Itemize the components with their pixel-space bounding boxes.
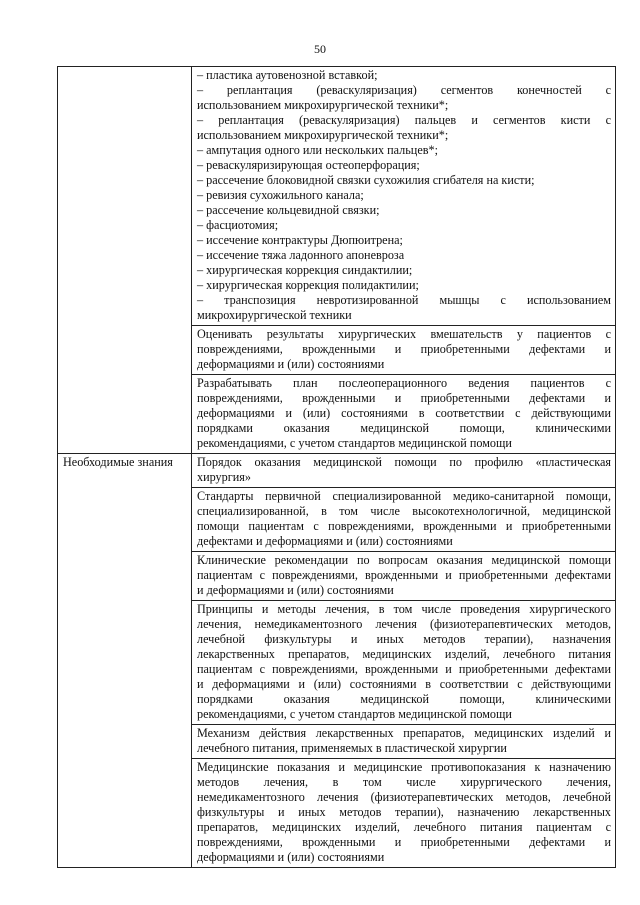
requirements-table <box>57 66 616 868</box>
text-line: – ревизия сухожильного канала; <box>197 188 364 202</box>
text-line: дефектами и деформациями и (или) состояниями <box>197 534 453 548</box>
content-cell <box>192 375 616 454</box>
table-body <box>58 67 616 868</box>
table-row <box>58 454 616 488</box>
text-line: – реваскуляризирующая остеоперфорация; <box>197 158 420 172</box>
text-line: лечебного питания, применяемых в пластической хирургии <box>197 741 507 755</box>
text-line: лекарственных препаратов, медицинских изделий, лечебного питания <box>197 647 611 661</box>
text-line: Клинические рекомендации по вопросам оказания медицинской помощи <box>197 553 611 567</box>
content-cell <box>192 725 616 759</box>
content-cell <box>192 759 616 868</box>
text-line: деформациями и (или) состояниями в соответствии с действующими <box>197 406 611 420</box>
content-cell <box>192 454 616 488</box>
text-line: немедикаментозного лечения (физиотерапевтических методов, лечебной <box>197 790 611 804</box>
text-line: повреждениями, врожденными и приобретенными дефектами и <box>197 391 611 405</box>
text-line: и деформациями и (или) состояниями в соответствии с действующими <box>197 677 611 691</box>
text-line: Стандарты первичной специализированной медико-санитарной помощи, <box>197 489 611 503</box>
text-line: Механизм действия лекарственных препаратов, медицинских изделий и <box>197 726 611 740</box>
row-label-cell: Необходимые знания <box>58 454 192 868</box>
content-cell <box>192 326 616 375</box>
text-line: использованием микрохирургической техники*; <box>197 98 449 112</box>
text-line: деформациями и (или) состояниями <box>197 357 385 371</box>
text-line: – рассечение кольцевидной связки; <box>197 203 380 217</box>
text-line: – хирургическая коррекция полидактилии; <box>197 278 419 292</box>
text-line: – хирургическая коррекция синдактилии; <box>197 263 413 277</box>
text-line: – иссечение тяжа ладонного апоневроза <box>197 248 405 262</box>
text-line: Оценивать результаты хирургических вмешательств у пациентов с <box>197 327 611 341</box>
text-line: микрохирургической техники <box>197 308 352 322</box>
text-line: Принципы и методы лечения, в том числе проведения хирургического <box>197 602 611 616</box>
text-line: порядками оказания медицинской помощи, клиническими <box>197 692 611 706</box>
row-label-cell <box>58 67 192 454</box>
text-line: повреждениями, врожденными и приобретенными дефектами и <box>197 835 611 849</box>
text-line: помощи пациентам с повреждениями, врожденными и приобретенными <box>197 519 611 533</box>
text-line: – иссечение контрактуры Дюпюитрена; <box>197 233 403 247</box>
text-line: хирургия» <box>197 470 251 484</box>
text-line: – пластика аутовенозной вставкой; <box>197 68 378 82</box>
text-line: деформациями и (или) состояниями <box>197 850 385 864</box>
content-cell <box>192 67 616 326</box>
text-line: методов лечения, в том числе хирургического лечения, <box>197 775 611 789</box>
text-line: препаратов, медицинских изделий, лечебного питания пациентам с <box>197 820 611 834</box>
content-cell <box>192 552 616 601</box>
text-line: пациентам с повреждениями, врожденными и приобретенными дефектами <box>197 662 611 676</box>
text-line: – рассечение блоковидной связки сухожилия сгибателя на кисти; <box>197 173 535 187</box>
page-number: 50 <box>314 42 326 56</box>
text-line: – реплантация (реваскуляризация) сегментов конечностей с <box>197 83 611 97</box>
text-line: Разрабатывать план послеоперационного ведения пациентов с <box>197 376 611 390</box>
text-line: – реплантация (реваскуляризация) пальцев и сегментов кисти с <box>197 113 611 127</box>
text-line: Порядок оказания медицинской помощи по профилю «пластическая <box>197 455 611 469</box>
text-line: использованием микрохирургической техники*; <box>197 128 449 142</box>
text-line: рекомендациями, с учетом стандартов медицинской помощи <box>197 436 512 450</box>
text-line: лечебной физкультуры и иных методов терапии), назначения <box>197 632 611 646</box>
text-line: физкультуры и иных методов терапии), назначению лекарственных <box>197 805 611 819</box>
table-row <box>58 67 616 326</box>
text-line: лечения, немедикаментозного лечения (физиотерапевтических методов, <box>197 617 611 631</box>
text-line: специализированной, в том числе высокотехнологичной, медицинской <box>197 504 611 518</box>
text-line: Медицинские показания и медицинские противопоказания к назначению <box>197 760 611 774</box>
text-line: пациентам с повреждениями, врожденными и приобретенными дефектами <box>197 568 611 582</box>
text-line: рекомендациями, с учетом стандартов медицинской помощи <box>197 707 512 721</box>
text-line: порядками оказания медицинской помощи, клиническими <box>197 421 611 435</box>
text-line: – ампутация одного или нескольких пальцев*; <box>197 143 438 157</box>
text-line: и деформациями и (или) состояниями <box>197 583 394 597</box>
text-line: повреждениями, врожденными и приобретенными дефектами и <box>197 342 611 356</box>
text-line: – транспозиция невротизированной мышцы с использованием <box>197 293 611 307</box>
content-cell <box>192 601 616 725</box>
content-cell <box>192 488 616 552</box>
text-line: – фасциотомия; <box>197 218 279 232</box>
